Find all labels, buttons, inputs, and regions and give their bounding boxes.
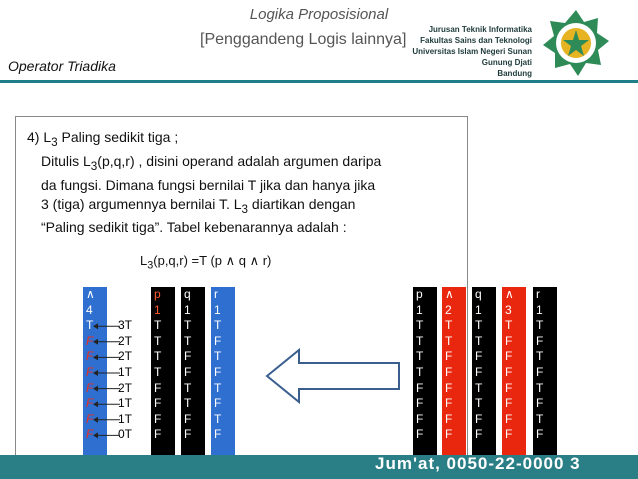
table-cell: 3T [118,318,133,333]
table-cell: 0T [118,427,133,442]
table-cell: T [416,318,424,333]
section-title: Operator Triadika [8,58,116,74]
table-cell: r [536,287,540,301]
table-cell: F [214,396,222,411]
right-and2-column [502,287,526,457]
institution-line: Bandung [497,69,532,78]
row-arrow-head [93,417,98,423]
table-cell: T [475,380,483,395]
table-cell: ∧ [86,287,95,301]
footer-date: Jum'at, 0050-22-0000 3 [375,454,581,473]
table-cell: T [214,380,222,395]
table-cell: F [416,380,424,395]
row-arrows [90,287,130,457]
table-cell: T [214,349,222,364]
table-cell: q [184,287,191,301]
table-cell: T [475,318,483,333]
table-cell: F [445,427,453,442]
table-cell: F [154,427,162,442]
table-cell: T [416,333,424,348]
row-arrow-head [93,354,98,360]
para-line: Ditulis $L_3(p,q,r)$ , disini operand adalah argumen daripa [41,152,382,173]
table-cell: F [536,427,544,442]
table-cell: T [416,349,424,364]
table-cell: T [416,364,424,379]
table-cell: F [154,396,162,411]
table-cell: F [154,411,162,426]
table-cell: T [184,380,192,395]
table-cell: F [184,427,192,442]
table-cell: F [214,427,222,442]
formula: $L_3(p,q,r) =T$ (p ∧ q ∧ r) [140,253,272,272]
table-cell: T [154,333,162,348]
table-cell: F [184,364,192,379]
table-cell: T [184,318,192,333]
left-r-column [211,287,235,457]
table-cell: F [214,333,222,348]
table-cell: F [475,364,483,379]
table-cell: F [154,380,162,395]
table-cell: T [475,333,483,348]
table-cell: F [445,349,453,364]
row-arrow-head [93,401,98,407]
table-cell: F [505,333,513,348]
table-cell: F [505,380,513,395]
table-cell: T [536,380,544,395]
table-cell: T [536,411,544,426]
table-cell: T [154,364,162,379]
table-cell: 2T [118,349,133,364]
table-cell: F [505,396,513,411]
table-cell: T [214,318,222,333]
table-cell: F [86,427,94,442]
table-cell: F [86,411,94,426]
table-cell: F [475,411,483,426]
institution-text [380,24,532,79]
table-cell: T [505,318,513,333]
table-cell: F [445,380,453,395]
institution-line: Fakultas Sains dan Teknologi [420,36,532,45]
table-cell: F [445,411,453,426]
row-arrow-head [93,386,98,392]
table-cell: F [184,411,192,426]
row-arrow-head [93,339,98,345]
table-cell: p [416,287,423,301]
table-cell: F [445,396,453,411]
table-cell: 1 [416,302,423,317]
header-divider [0,80,638,83]
right-and1-column [442,287,466,457]
table-cell: T [536,349,544,364]
table-cell: F [214,364,222,379]
table-cell: T [214,411,222,426]
table-cell: 1T [118,411,133,426]
left-arrow-icon [265,346,401,406]
para-line: da fungsi. Dimana fungsi bernilai T jika dan hanya jika [41,176,376,193]
slide-title: Logika Proposisional [249,6,389,23]
table-cell: F [445,364,453,379]
table-cell: F [86,349,94,364]
table-cell: 1 [475,302,482,317]
table-cell: r [214,287,218,301]
table-cell: F [416,427,424,442]
table-cell: F [536,396,544,411]
table-cell: 1 [214,302,221,317]
table-cell: T [86,318,94,333]
table-cell: F [505,364,513,379]
table-cell: F [184,349,192,364]
para-line: 4) $L_3$ Paling sedikit tiga ; [27,129,179,149]
table-cell: q [475,287,482,301]
table-cell: F [536,333,544,348]
table-cell: T [445,333,453,348]
description-paragraph [27,128,447,237]
right-p-column [413,287,437,457]
institution-line: Jurusan Teknik Informatika [428,25,532,34]
table-cell: F [86,380,94,395]
table-cell: F [536,364,544,379]
table-cell: 1 [184,302,191,317]
table-cell: T [475,396,483,411]
row-arrow-head [93,323,98,329]
right-q-column [472,287,496,457]
table-cell: T [154,318,162,333]
slide-subtitle: [Penggandeng Logis lainnya] [200,31,407,48]
table-cell: T [184,333,192,348]
table-cell: T [154,349,162,364]
table-cell: 3 [505,302,512,317]
table-cell: 2 [445,302,452,317]
table-cell: F [86,364,94,379]
table-cell: ∧ [445,287,454,301]
table-cell: 4 [86,302,93,317]
table-cell: F [505,427,513,442]
table-cell: F [505,349,513,364]
table-cell: F [475,427,483,442]
table-cell: 2T [118,333,133,348]
table-cell: p [154,287,161,301]
table-cell: 1T [118,396,133,411]
table-cell: T [445,318,453,333]
table-cell: F [505,411,513,426]
table-cell: F [475,349,483,364]
table-cell: 2T [118,380,133,395]
university-logo-icon [541,8,611,78]
table-cell: T [536,318,544,333]
table-cell: ∧ [505,287,514,301]
row-arrow-head [93,370,98,376]
table-cell: F [416,396,424,411]
table-cell: 1T [118,364,133,379]
right-r-column [533,287,557,457]
table-cell: F [86,396,94,411]
table-cell: F [86,333,94,348]
para-line: “Paling sedikit tiga”. Tabel kebenarannya adalah : [41,219,347,236]
row-arrow-head [93,432,98,438]
table-cell: T [184,396,192,411]
table-cell: 1 [536,302,543,317]
table-cell: F [416,411,424,426]
left-q-column [181,287,205,457]
left-p-column [151,287,175,457]
para-line: 3 (tiga) argumennya bernilai T. $L_3$ diartikan dengan [41,195,356,216]
table-cell: 1 [154,302,161,317]
institution-line: Universitas Islam Negeri Sunan Gunung Djati [412,47,532,67]
